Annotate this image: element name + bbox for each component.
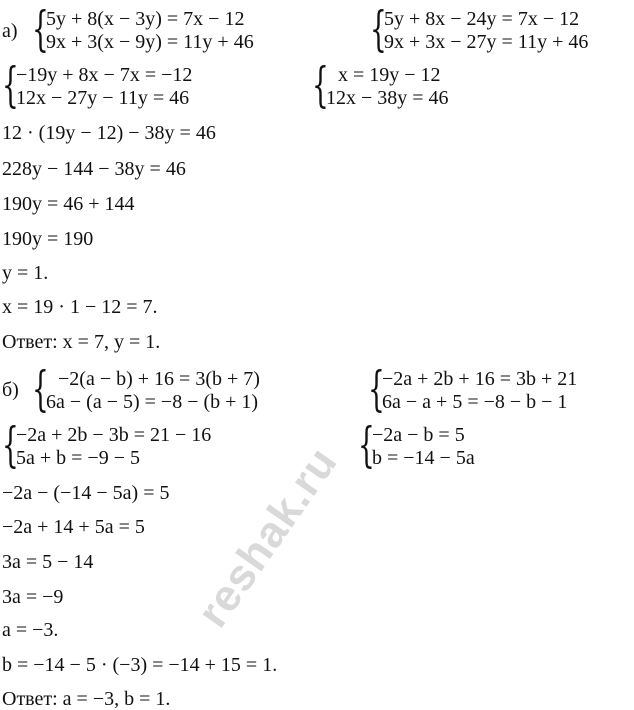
brace-icon: { xyxy=(2,57,19,113)
solution-line: 3a = 5 − 14 xyxy=(2,551,94,573)
equation-line: −19y + 8x − 7x = −12 xyxy=(16,64,193,86)
solution-line: y = 1. xyxy=(2,262,49,284)
equation-line: x = 19y − 12 xyxy=(338,64,441,86)
equation-line: 5y + 8x − 24y = 7x − 12 xyxy=(384,8,580,30)
equation-line: b = −14 − 5a xyxy=(372,447,475,469)
part-b-label: б) xyxy=(2,379,19,401)
watermark-logo: reshak.ru xyxy=(188,438,347,637)
solution-line: a = −3. xyxy=(2,619,59,641)
equation-line: 9x + 3x − 27y = 11y + 46 xyxy=(384,31,589,53)
solution-line: −2a − (−14 − 5a) = 5 xyxy=(2,482,170,504)
brace-icon: { xyxy=(2,417,19,473)
brace-icon: { xyxy=(32,1,49,57)
equation-line: −2a − b = 5 xyxy=(372,424,465,446)
equation-line: 5y + 8(x − 3y) = 7x − 12 xyxy=(46,8,245,30)
answer-line: Ответ: x = 7, y = 1. xyxy=(2,331,161,353)
part-a-label: а) xyxy=(2,20,18,42)
equation-line: −2(a − b) + 16 = 3(b + 7) xyxy=(58,368,260,390)
equation-line: 5a + b = −9 − 5 xyxy=(16,447,140,469)
equation-line: −2a + 2b − 3b = 21 − 16 xyxy=(16,424,212,446)
solution-line: 190y = 190 xyxy=(2,228,94,250)
solution-line: b = −14 − 5 · (−3) = −14 + 15 = 1. xyxy=(2,654,278,676)
solution-line: 190y = 46 + 144 xyxy=(2,193,135,215)
equation-line: 12x − 27y − 11y = 46 xyxy=(16,87,190,109)
answer-line: Ответ: a = −3, b = 1. xyxy=(2,688,171,710)
equation-line: 12x − 38y = 46 xyxy=(326,87,449,109)
brace-icon: { xyxy=(32,361,49,417)
equation-line: 9x + 3(x − 9y) = 11y + 46 xyxy=(46,31,254,53)
equation-line: 6a − (a − 5) = −8 − (b + 1) xyxy=(46,391,259,413)
solution-line: x = 19 · 1 − 12 = 7. xyxy=(2,296,158,318)
solution-line: 3a = −9 xyxy=(2,586,64,608)
equation-line: −2a + 2b + 16 = 3b + 21 xyxy=(382,368,578,390)
brace-icon: { xyxy=(368,361,385,417)
equation-line: 6a − a + 5 = −8 − b − 1 xyxy=(382,391,568,413)
brace-icon: { xyxy=(370,1,387,57)
solution-line: 228y − 144 − 38y = 46 xyxy=(2,158,186,180)
solution-line: 12 · (19y − 12) − 38y = 46 xyxy=(2,122,216,144)
brace-icon: { xyxy=(312,57,329,113)
brace-icon: { xyxy=(358,417,375,473)
solution-line: −2a + 14 + 5a = 5 xyxy=(2,516,145,538)
